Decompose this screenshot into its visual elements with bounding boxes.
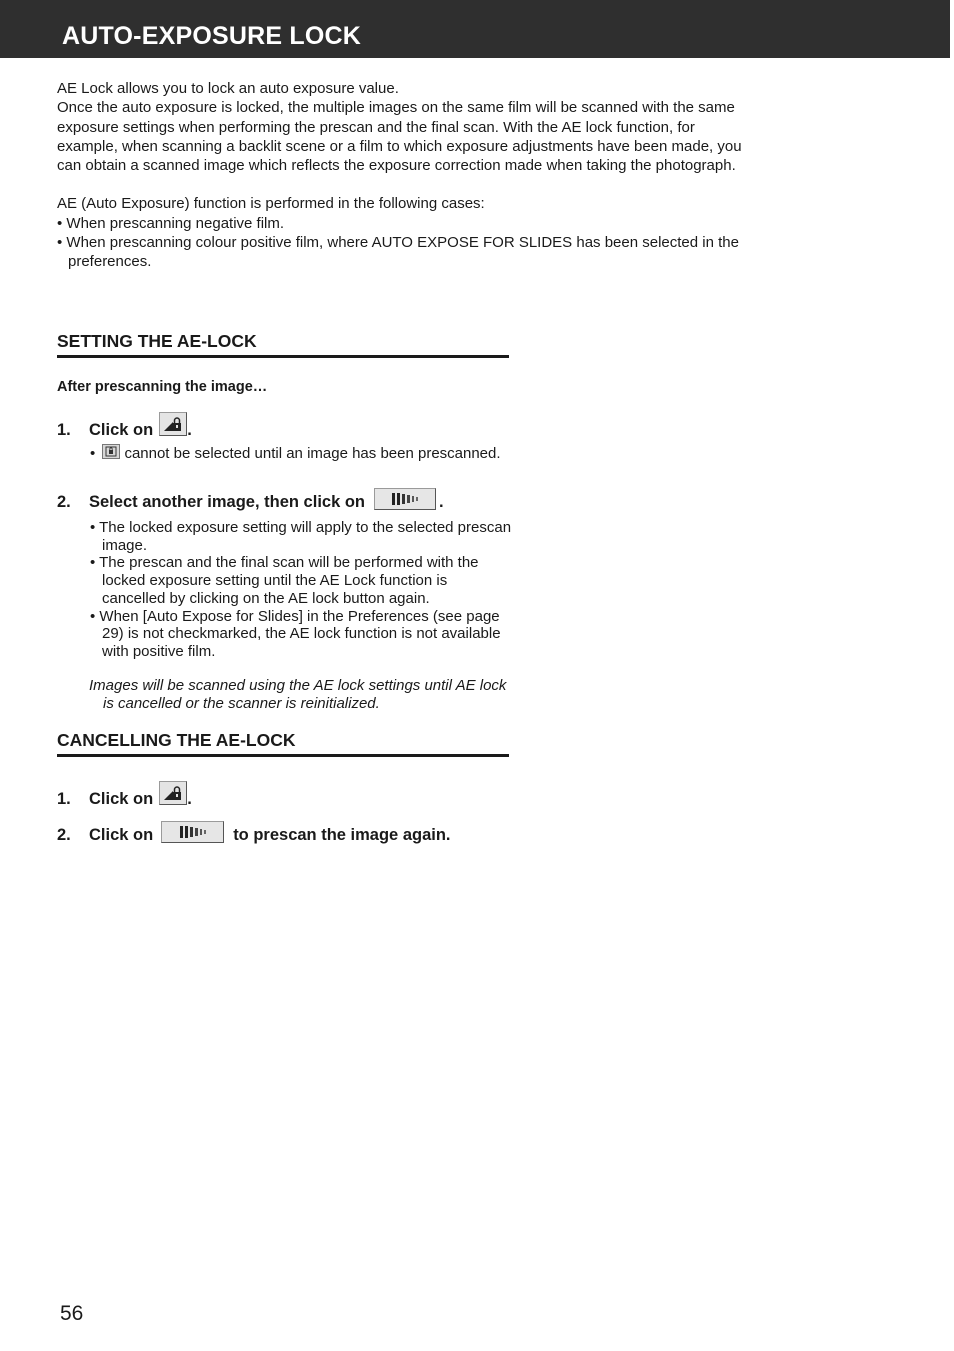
section-heading-setting: SETTING THE AE-LOCK: [57, 331, 509, 358]
note-text: cannot be selected until an image has been prescanned.: [124, 445, 501, 462]
ae-lock-icon: [159, 412, 187, 436]
step-number: 2.: [57, 826, 71, 844]
section-heading-cancelling: CANCELLING THE AE-LOCK: [57, 730, 509, 757]
setting-subheading: After prescanning the image…: [57, 379, 268, 395]
header-bar: [0, 0, 950, 58]
step-text: Click on: [89, 790, 154, 808]
note-item: • The locked exposure setting will apply to the selected prescan image.: [90, 519, 512, 554]
setting-step-2: [57, 488, 444, 512]
setting-step-1-note: [89, 444, 514, 463]
step-suffix: to prescan the image again.: [233, 826, 451, 844]
setting-step-1: [57, 412, 192, 440]
ae-lock-italic-note: Images will be scanned using the AE lock settings until AE lock is cancelled or the scanner is reinitialized.: [89, 677, 507, 712]
step-number: 1.: [57, 790, 71, 808]
step-number: 2.: [57, 493, 71, 511]
setting-step-2-notes: [89, 519, 514, 661]
intro-paragraph-1: Once the auto exposure is locked, the multiple images on the same film will be scanned with the same exposure settings when performing the prescan and the final scan. With the AE lock function, for example, when scanning a backlit scene or a film to which exposure adjustments have been made, you can obtain a scanned image which reflects the exposure correction made when taking the photograph.: [57, 99, 742, 175]
step-text: Click on: [89, 826, 154, 844]
ae-lock-icon: [159, 781, 187, 805]
step-suffix: .: [187, 421, 192, 439]
intro-bullet: • When prescanning negative film.: [57, 214, 285, 232]
prescan-icon: [161, 821, 224, 843]
ae-lock-disabled-icon: [102, 444, 120, 459]
cancel-step-1: [57, 781, 192, 809]
step-suffix: .: [187, 790, 192, 808]
cancel-step-2: [57, 821, 451, 845]
intro-paragraph-1-first-line: AE Lock allows you to lock an auto exposure value.: [57, 80, 399, 97]
page-title: AUTO-EXPOSURE LOCK: [62, 22, 361, 50]
intro-text: [57, 79, 747, 272]
intro-paragraph-2: AE (Auto Exposure) function is performed in the following cases:: [57, 195, 485, 213]
note-item: • When [Auto Expose for Slides] in the Preferences (see page 29) is not checkmarked, the AE lock function is not available with positive film.: [90, 607, 501, 660]
intro-bullet: • When prescanning colour positive film, where AUTO EXPOSE FOR SLIDES has been selected in the preferences.: [57, 234, 739, 271]
note-bullet: •: [90, 445, 96, 462]
step-text: Select another image, then click on: [89, 493, 365, 511]
step-number: 1.: [57, 421, 71, 439]
note-item: • The prescan and the final scan will be performed with the locked exposure setting until the AE Lock function is cancelled by clicking on the AE lock button again.: [90, 554, 479, 607]
step-suffix: .: [439, 493, 444, 511]
prescan-icon: [374, 488, 436, 510]
page-number: 56: [60, 1302, 84, 1325]
step-text: Click on: [89, 421, 154, 439]
